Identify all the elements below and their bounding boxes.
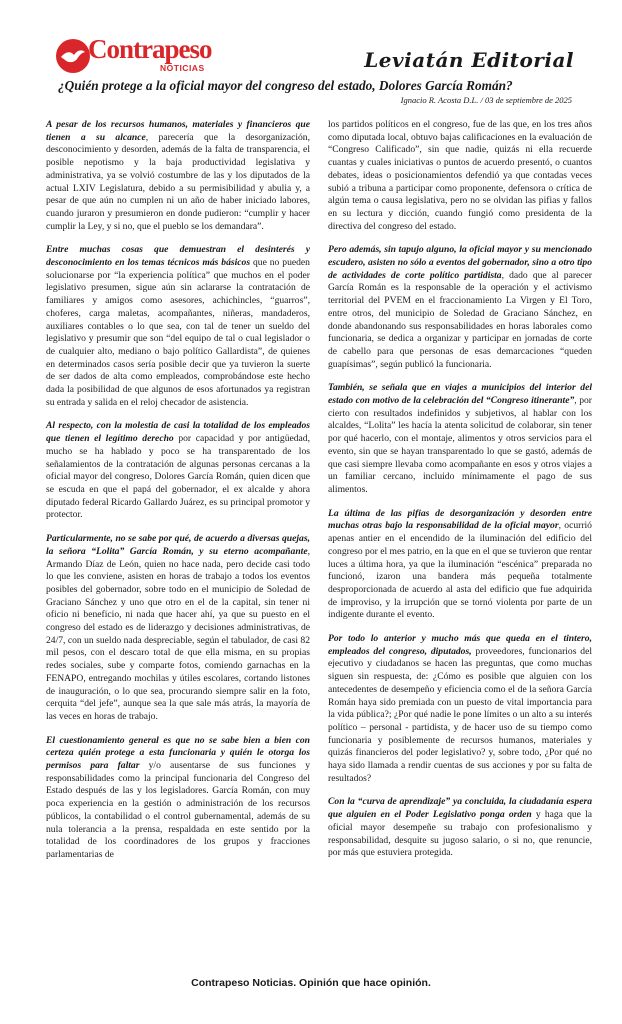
bird-icon xyxy=(60,48,86,64)
paragraph xyxy=(328,244,592,371)
paragraph xyxy=(46,735,310,862)
paragraph-body: , por cierto con resultados indefinidos y subjetivos, al hablar con los alcaldes, “Lolita” les hacía la atenta solicitud de colaborar, sin tener por qué hacerlo, con el montaje, alimentos y otros servicios para el evento, sin que se hayan transparentado lo que se gastó, además de que casi siempre llevaba como acompañante en esos y otros viajes a un familiar cercano, incluido mínimamente el pago de sus alimentos. xyxy=(328,395,593,495)
article-column-right xyxy=(328,119,592,871)
paragraph xyxy=(46,533,310,724)
paragraph-body: , parecería que la desorganización, desconocimiento y desorden, además de la falta de transparencia, el posible nepotismo y la baja productividad legislativa y administrativa, ya se volvió costumbre de las y los diputados de la actual LXIV Legislatura, debido a su permisibilidad y abulia y, a pesar de que aún no cumplen ni un año de haber iniciado labores, cuando juraron y presumieron en donde pudieron: “cumplir y hacer cumplir la Ley, y si no, que el pueblo se los demandara”. xyxy=(46,131,311,232)
paragraph-body: y haga que la oficial mayor desempeñe su trabajo con profesionalismo y responsabilidad, desquite su jugoso salario, o si no, que renuncie, por más que estuviera protegida. xyxy=(328,809,592,859)
paragraph-body: por capacidad y por antigüedad, mucho se ha hablado y poco se ha transparentado de los señalamientos de la contratación de algunas personas cercanas a la oficial mayor del congreso, Dolores García Román, quien dicen que se escuda en que el papá del gobernador, el ex alcalde y ahora diputado federal Ricardo Gallardo Juárez, es su principal promotor y protector. xyxy=(46,433,311,521)
logo-subtitle: NOTICIAS xyxy=(160,63,205,73)
paragraph-body: , Armando Díaz de León, quien no hace nada, pero decide casi todo lo que les conviene, asisten en horas de trabajo a todos los eventos posibles del gobernador, sobre todo en el municipio de Soledad de Graciano Sánchez y uno que otro en el de la capital, sin tener ni oficio ni beneficio, ni nada que hacer ahí, ya que su puesto en el congreso del estado es de liderazgo y decisiones administrativas, de 24/7, con un sueldo nada despreciable, según el tabulador, de casi 82 mil pesos, con el descaro total de que ella misma, en su propias redes sociales, sube y comparte fotos, comiendo garnachas en la FENAPO, entregando mochilas y útiles escolares, cortando listones de inauguración, o lo que sea, procurando siempre salir en la foto, cerquita “del jefe”, aunque sea la que sale más atrás, la mayoría de las veces en horas de trabajo. xyxy=(46,545,310,722)
page-header xyxy=(0,32,622,105)
contrapeso-logo[interactable] xyxy=(50,36,250,78)
paragraph-lead: También, se señala que en viajes a municipios del interior del estado con motivo de la celebración del “Congreso itinerante” xyxy=(328,382,592,407)
paragraph-lead: Con la “curva de aprendizaje” ya concluida, la ciudadanía espera que alguien en el Poder Legislativo ponga orden xyxy=(328,796,592,821)
logo-name: Contrapeso xyxy=(88,34,212,64)
paragraph-lead: Pero además, sin tapujo alguno, la oficial mayor y su mencionado escudero, asisten no sólo a eventos del gobernador, sino a otro tipo de actividades de corte político partidista xyxy=(328,244,592,281)
paragraph-lead: La última de las pifias de desorganización y desorden entre muchas otras bajo la responsabilidad de la oficial mayor xyxy=(328,507,592,532)
footer-tagline: Contrapeso Noticias. Opinión que hace opinión. xyxy=(191,977,431,989)
paragraph-lead: A pesar de los recursos humanos, materiales y financieros que tienen a su alcance xyxy=(46,119,310,143)
paragraph xyxy=(328,633,592,785)
paragraph-lead: Al respecto, con la molestia de casi la totalidad de los empleados que tienen el legítimo derecho xyxy=(46,420,310,445)
paragraph xyxy=(46,119,310,233)
paragraph-lead: Particularmente, no se sabe por qué, de acuerdo a diversas quejas, la señora “Lolita” García Román, y su eterno acompañante xyxy=(46,533,310,557)
paragraph-body: , dado que al parecer García Román es la responsable de la operación y el activismo territorial del PVEM en el fraccionamiento La Virgen y El Toro, entre otros, del municipio de Soledad de Graciano Sánchez, en donde abandonando sus responsabilidades en horas laborales como funcionaria, se dedica a organizar y participar en jornadas de corte de cabello para que personas de esas demarcaciones “queden guapísimas”, según publicó la funcionaria. xyxy=(328,269,592,370)
byline: Ignacio R. Acosta D.L. / 03 de septiembre de 2025 xyxy=(400,95,572,105)
article-column-left xyxy=(46,119,310,873)
paragraph-body: que no pueden solucionarse por “la experiencia política” que muchos en el poder legislativo presumen, sigue aún sin aclararse la contratación de familiares y amigos como asesores, achichincles, “guarros”, choferes, carga maletas, acompañantes, niñeras, mandaderos, auxiliares contables o lo que sea, con tal de tener un sueldo del legislativo y presumir que son “del equipo de tal o cual legislador o de cualquier alto, mediano o bajo político Gallardista”, de quienes en determinados casos sería posible decir que ya tuvieron la suerte de ser dados de alta como empleados, comprobándose este hecho dada la posibilidad de que algunos de esos afortunados ya registran su entrada y salida en el reloj checador de asistencia. xyxy=(46,257,310,408)
paragraph xyxy=(328,796,592,860)
paragraph-body: los partidos políticos en el congreso, fue de las que, en los tres años como diputada local, obtuvo bajas calificaciones en la evaluación de “Congreso Calificado”, sin que nadie, quizás ni ella recuerde cuantas y cuales iniciativas o puntos de acuerdo presentó, o cuantos debates, ideas o posicionamientos defendió ya que contadas veces subió a tribuna a participar como proponente, defensora o crítica de algún tema o causa legislativa, pero no se olvidan las pifias y fallos en su lectura y dicción, cuando fungió como presidenta de la directiva del congreso del estado. xyxy=(328,119,592,232)
paragraph-lead: El cuestionamiento general es que no se sabe bien a bien con certeza quién protege a esta funcionaria y quién le otorga los permisos para faltar xyxy=(46,734,310,772)
paragraph xyxy=(46,420,310,522)
paragraph xyxy=(328,382,592,496)
paragraph-body: proveedores, funcionarios del ejecutivo y ciudadanos se hacen las preguntas, que como muchas siguen sin respuesta, de: ¿Cómo es posible que alguien con los antecedentes de desempeño y eficiencia como el de la señora García Román haya sido premiada con un puesto de vital importancia para la vida pública?; ¿Por qué nadie le pone límites o un alto a su interés político – personal - partidista, y de hacer uso de su tiempo como funcionaria y posiblemente de recursos humanos, materiales y quizás financieros del poder legislativo? y, sobre todo, ¿Por qué no haya sido llamada a rendir cuentas de sus acciones y por su falta de resultados? xyxy=(328,645,592,784)
paragraph xyxy=(328,508,592,622)
paragraph xyxy=(328,119,592,233)
headline: ¿Quién protege a la oficial mayor del congreso del estado, Dolores García Román? xyxy=(58,78,513,93)
logo-emblem xyxy=(56,39,90,73)
paragraph-lead: Entre muchas cosas que demuestran el desinterés y desconocimiento en los temas técnicos más básicos xyxy=(46,244,310,269)
paragraph-body: y/o ausentarse de sus funciones y responsabilidades como la principal funcionaria del Congreso del Estado después de las y los legisladores. García Román, con muy poca experiencia en la gestión o administración de los recursos públicos, la contabilidad o el control gubernamental, además de su nula tolerancia a la prensa, respaldada en este sentido por la totalidad de los coordinadores de los grupos y fracciones parlamentarias de xyxy=(46,760,310,860)
paragraph-lead: Por todo lo anterior y mucho más que queda en el tintero, empleados del congreso, diputados, xyxy=(328,633,592,657)
section-title: Leviatán Editorial xyxy=(364,48,574,72)
paragraph xyxy=(46,244,310,409)
paragraph-body: , ocurrió apenas antier en el encendido de la iluminación del edificio del congreso por el mes patrio, en la que en el que se tuvieron que rentar luces a última hora, ya que la iluminación “escénica” preparada no funcionó, izaron una bandera más pequeña totalmente desproporcionada de acuerdo al asta del edificio que fue adquirida de improviso, y la irrupción que se tornó violenta por parte de un indigente durante el evento. xyxy=(328,520,592,621)
